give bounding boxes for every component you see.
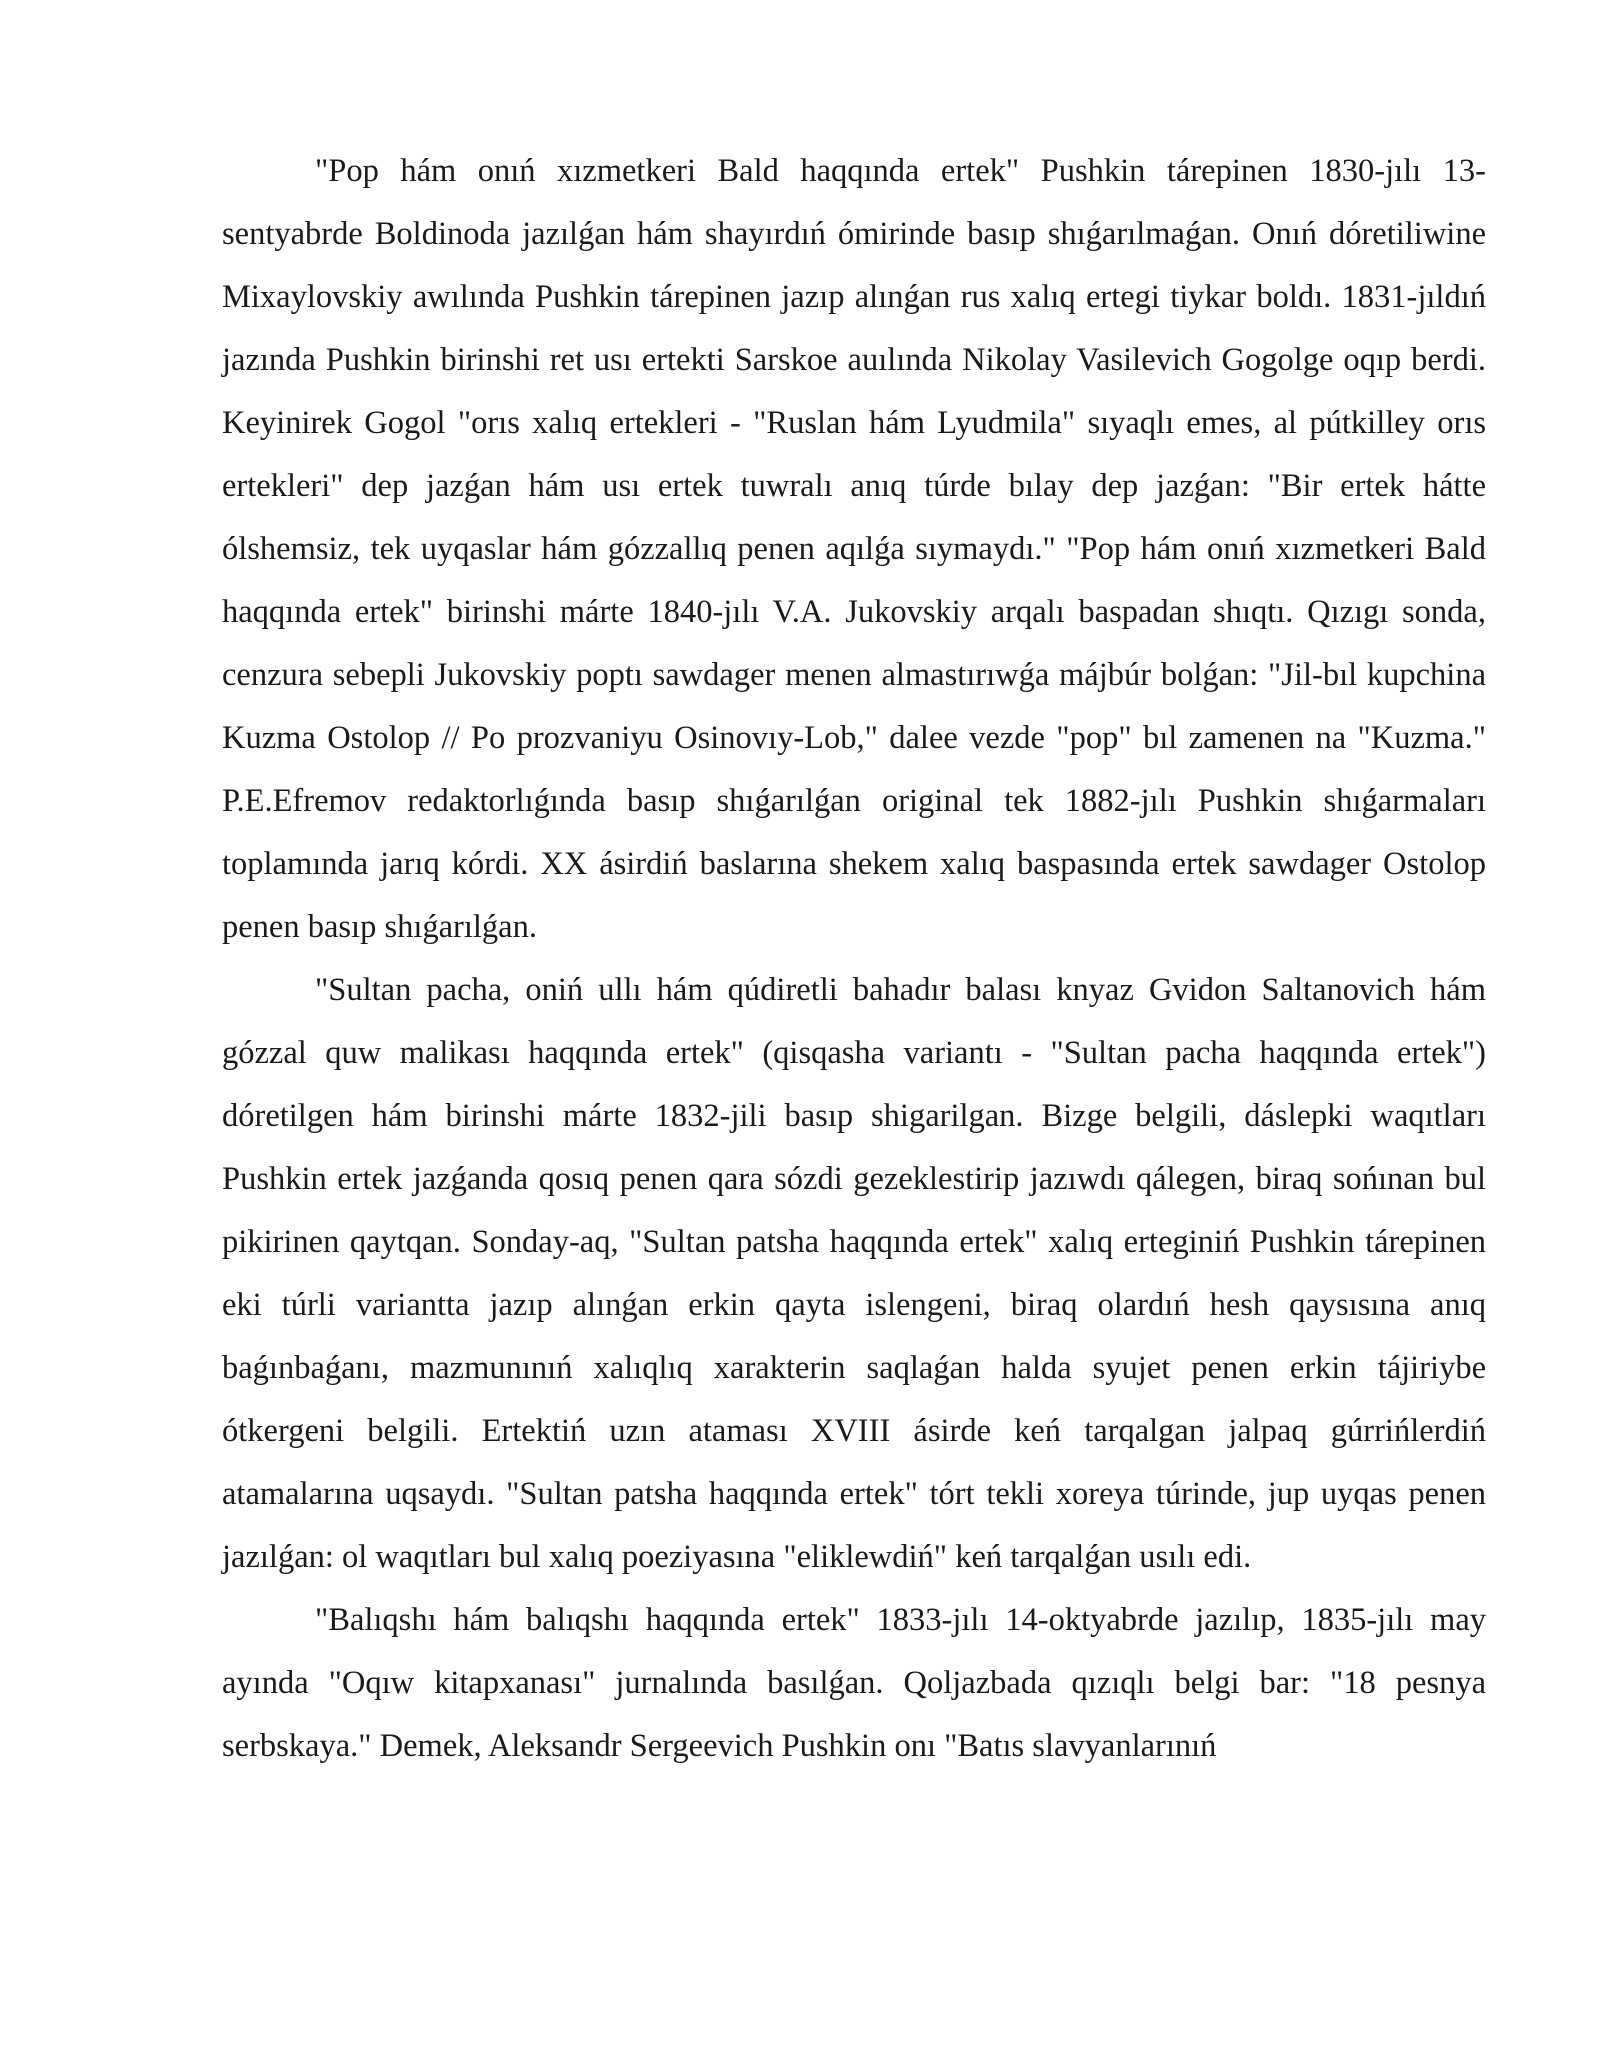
- paragraph-fisherman: "Balıqshı hám balıqshı haqqında ertek" 1833-jılı 14-oktyabrde jazılıp, 1835-jılı may ayında "Oqıw kitapxanası" jurnalında basılǵan. Qoljazbada qızıqlı belgi bar: "18 pesnya serbskaya." Demek, Aleksandr Sergeevich Pushkin onı "Batıs slavyanlarınıń: [222, 1602, 1486, 1764]
- paragraph-sultan-pacha: "Sultan pacha, oniń ullı hám qúdiretli bahadır balası knyaz Gvidon Saltanovich hám gózzal quw malikası haqqında ertek" (qisqasha variantı - "Sultan pacha haqqında ertek") dóretilgen hám birinshi márte 1832-jili basıp shigarilgan. Bizge belgili, dáslepki waqıtları Pushkin ertek jazǵanda qosıq penen qara sózdi gezeklestirip jazıwdı qálegen, biraq sońınan bul pikirinen qaytqan. Sonday-aq, "Sultan patsha haqqında ertek" xalıq erteginiń Pushkin tárepinen eki túrli variantta jazıp alınǵan erkin qayta islengeni, biraq olardıń hesh qaysısına anıq baǵınbaǵanı, mazmunınıń xalıqlıq xarakterin saqlaǵan halda syujet penen erkin tájiriybe ótkergeni belgili. Ertektiń uzın ataması XVIII ásirde keń tarqalgan jalpaq gúrrińlerdiń atamalarına uqsaydı. "Sultan patsha haqqında ertek" tórt tekli xoreya túrinde, jup uyqas penen jazılǵan: ol waqıtları bul xalıq poeziyasına "eliklewdiń" keń tarqalǵan usılı edi.: [222, 972, 1486, 1575]
- document-page: [222, 140, 1486, 1778]
- paragraph-pop-and-bald: "Pop hám onıń xızmetkeri Bald haqqında ertek" Pushkin tárepinen 1830-jılı 13-sentyabrde Boldinoda jazılǵan hám shayırdıń ómirinde basıp shıǵarılmaǵan. Onıń dóretiliwine Mixaylovskiy awılında Pushkin tárepinen jazıp alınǵan rus xalıq ertegi tiykar boldı. 1831-jıldıń jazında Pushkin birinshi ret usı ertekti Sarskoe auılında Nikolay Vasilevich Gogolge oqıp berdi. Keyinirek Gogol "orıs xalıq ertekleri - "Ruslan hám Lyudmila" sıyaqlı emes, al pútkilley orıs ertekleri" dep jazǵan hám usı ertek tuwralı anıq túrde bılay dep jazǵan: "Bir ertek hátte ólshemsiz, tek uyqaslar hám gózzallıq penen aqılǵa sıymaydı." "Pop hám onıń xızmetkeri Bald haqqında ertek" birinshi márte 1840-jılı V.A. Jukovskiy arqalı baspadan shıqtı. Qızıgı sonda, cenzura sebepli Jukovskiy poptı sawdager menen almastırıwǵa májbúr bolǵan: "Jil-bıl kupchina Kuzma Ostolop // Po prozvaniyu Osinovıy-Lob," dalee vezde "pop" bıl zamenen na "Kuzma." P.E.Efremov redaktorlıǵında basıp shıǵarılǵan original tek 1882-jılı Pushkin shıǵarmaları toplamında jarıq kórdi. XX ásirdiń baslarına shekem xalıq baspasında ertek sawdager Ostolop penen basıp shıǵarılǵan.: [222, 153, 1486, 945]
